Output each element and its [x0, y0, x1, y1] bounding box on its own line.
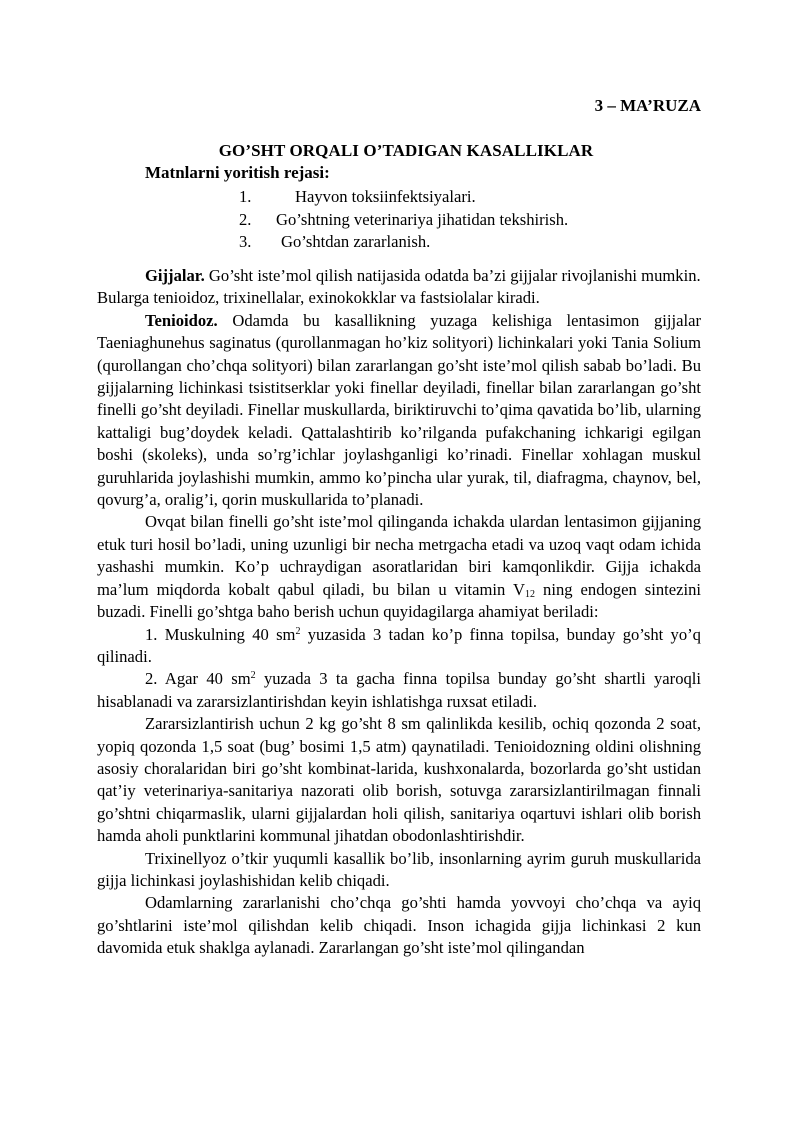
document-title	[97, 141, 701, 161]
plan-list	[239, 186, 568, 254]
plan-item	[239, 186, 568, 209]
paragraph-rule-2	[97, 668, 701, 713]
paragraph-text: Go’sht iste’mol qilish natijasida odatda ba’zi gijjalar rivojlanishi mumkin. Bularga tenioidoz, trixinellalar, exinokokklar va fastsiolalar kiradi.	[97, 266, 701, 308]
term-tenioidoz: Tenioidoz.	[145, 310, 218, 330]
paragraph-trixinellyoz: Trixinellyoz o’tkir yuqumli kasallik bo’lib, insonlarning ayrim guruh muskullarida gijja lichinkasi joylashishidan kelib chiqadi.	[97, 848, 701, 890]
plan-item-text: Go’shtning veterinariya jihatidan tekshirish.	[276, 209, 569, 229]
subscript: 12	[525, 588, 536, 600]
plan-item	[239, 231, 568, 254]
paragraph-text: yuzasida 3 tadan ko’p finna topilsa, bunday go’sht yo’q qilinadi.	[97, 624, 701, 666]
plan-item-number: 2.	[239, 209, 252, 229]
plan-item-number: 3.	[239, 232, 252, 251]
paragraph-text: 1. Muskulning 40 sm	[145, 624, 296, 644]
plan-item-text: Hayvon toksiinfektsiyalari.	[295, 187, 476, 206]
term-gijjalar: Gijjalar.	[145, 266, 205, 285]
lecture-number: 3 – MA’RUZA	[594, 96, 701, 115]
paragraph-finelli-goshtga	[97, 511, 701, 623]
document-title-text: GO’SHT ORQALI O’TADIGAN KASALLIKLAR	[218, 141, 594, 160]
plan-heading: Matnlarni yoritish rejasi:	[145, 163, 330, 182]
paragraph-text: Ovqat bilan finelli go’sht iste’mol qilinganda ichakda ulardan lentasimon gijjaning etuk turi hosil bo’ladi, uning uzunligi bir necha metrgacha etadi va uzoq vaqt odam ichida yashashi mumkin. Ko’p uchraydigan asoratlaridan biri kamqonlikdir. Gijja ichakda ma’lum miqdorda kobalt qabul qiladi, bu bilan u vitamin V	[97, 512, 701, 599]
paragraph-text: ning endogen sintezini buzadi. Finelli go’shtga baho berish uchun quyidagilarga ahamiyat beriladi:	[97, 579, 701, 622]
paragraph-text: Odamda bu kasallikning yuzaga kelishiga lentasimon gijjalar Taeniaghunehus saginatus (qurollanmagan ho’kiz solityori) lichinkalari yoki Tania Solium (qurollangan cho’chqa solityori) bilan zararlangan go’sht iste’mol qilish sabab bo’ladi. Bu gijjalarning lichinkasi tsistitserklar yoki finellar deyiladi, finellar bilan zararlangan go’sht finelli go’sht deyiladi. Finellar muskullarda, biriktiruvchi to’qima qavatida bo’lib, ularning kattaligi bug’doydek keladi. Qattalashtirib ko’rilganda pufakchaning ichkarigi egilgan boshi (skoleks), unda so’rg’ichlar joylashganligi ko’rinadi. Finellar xohlagan muskul guruhlarida joylashishi mumkin, ammo ko’pincha ular yurak, til, diafragma, chaynov, bel, qovurg’a, oralig’i, qorin muskullarida to’planadi.	[97, 310, 701, 510]
plan-item-number: 1.	[239, 187, 252, 206]
paragraph-tenioidoz	[97, 310, 701, 512]
plan-item-text: Go’shtdan zararlanish.	[281, 232, 431, 251]
paragraph-rule-1	[97, 624, 701, 669]
paragraph-text: yuzada 3 ta gacha finna topilsa bunday go’sht shartli yaroqli hisablanadi va zararsizlantirishdan keyin ishlatishga ruxsat etiladi.	[97, 669, 702, 711]
superscript: 2	[295, 625, 301, 637]
superscript: 2	[250, 670, 256, 682]
paragraph-gijjalar	[97, 265, 701, 310]
body-text	[97, 265, 701, 960]
paragraph-text: 2. Agar 40 sm	[145, 669, 251, 689]
plan-item	[239, 209, 568, 232]
paragraph-odamlarning: Odamlarning zararlanishi cho’chqa go’shti hamda yovvoyi cho’chqa va ayiq go’shtlarini iste’mol qilishdan kelib chiqadi. Inson ichagida gijja lichinkasi 2 kun davomida etuk shaklga aylanadi. Zararlangan go’sht iste’mol qilingandan	[97, 893, 701, 958]
paragraph-zararsizlantirish: Zararsizlantirish uchun 2 kg go’sht 8 sm qalinlikda kesilib, ochiq qozonda 2 soat, yopiq qozonda 1,5 soat (bug’ bosimi 1,5 atm) qaynatiladi. Tenioidozning oldini olishning asosiy choralaridan biri go’sht kombinat-larida, kushxonalarda, bozorlarda go’sht ustidan qat’iy veterinariya-sanitariya nazorati olib borish, sotuvga zararsizlantirilmagan finnali go’shtni chiqarmaslik, ularni gijjalardan holi qilish, sanitariya oqartuvi ishlari olib borish hamda aholi punktlarini kommunal jihatdan obodonlashtirishdir.	[97, 714, 701, 846]
